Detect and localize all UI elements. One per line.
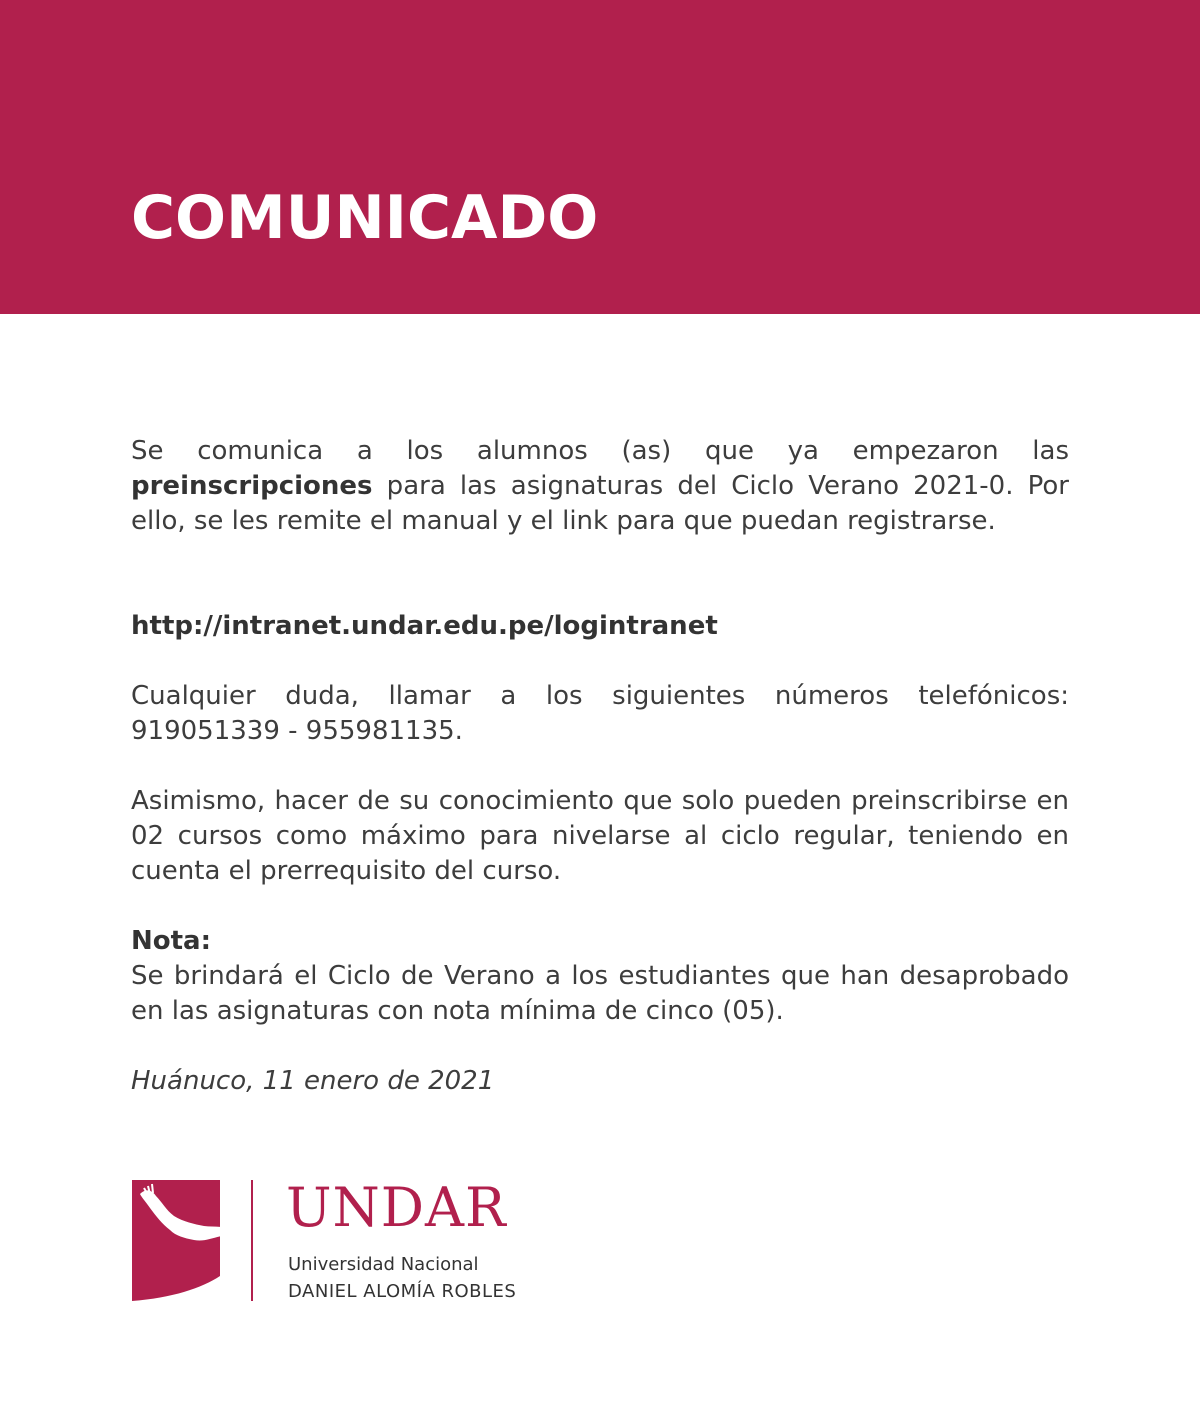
- intranet-link[interactable]: http://intranet.undar.edu.pe/logintranet: [131, 611, 718, 641]
- date-line: Huánuco, 11 enero de 2021: [131, 1066, 495, 1096]
- note-label: Nota:: [131, 926, 211, 956]
- page-title: COMUNICADO: [131, 183, 599, 253]
- header-banner: [0, 0, 1200, 314]
- logo-wordmark: UNDAR: [286, 1176, 507, 1239]
- logo-subtitle-line1: Universidad Nacional: [288, 1254, 479, 1275]
- condor-shield-icon: [132, 1180, 220, 1301]
- intro-lead: Se comunica a los alumnos (as) que ya empezaron las: [131, 436, 1069, 466]
- note-text: Se brindará el Ciclo de Verano a los estudiantes que han desaprobado en las asignaturas con nota mínima de cinco (05).: [131, 961, 1069, 1026]
- courses-paragraph: Asimismo, hacer de su conocimiento que solo pueden preinscribirse en 02 cursos como máximo para nivelarse al ciclo regular, teniendo en cuenta el prerrequisito del curso.: [131, 786, 1069, 886]
- intro-rest: para las asignaturas del Ciclo Verano 2021-0. Por ello, se les remite el manual y el link para que puedan registrarse.: [131, 471, 1069, 536]
- contact-paragraph: Cualquier duda, llamar a los siguientes números telefónicos: 919051339 - 955981135.: [131, 681, 1069, 746]
- intro-paragraph: [131, 434, 1069, 539]
- logo-subtitle-line2: DANIEL ALOMÍA ROBLES: [288, 1281, 517, 1302]
- intro-bold: preinscripciones: [131, 471, 373, 501]
- logo-divider: [251, 1180, 253, 1301]
